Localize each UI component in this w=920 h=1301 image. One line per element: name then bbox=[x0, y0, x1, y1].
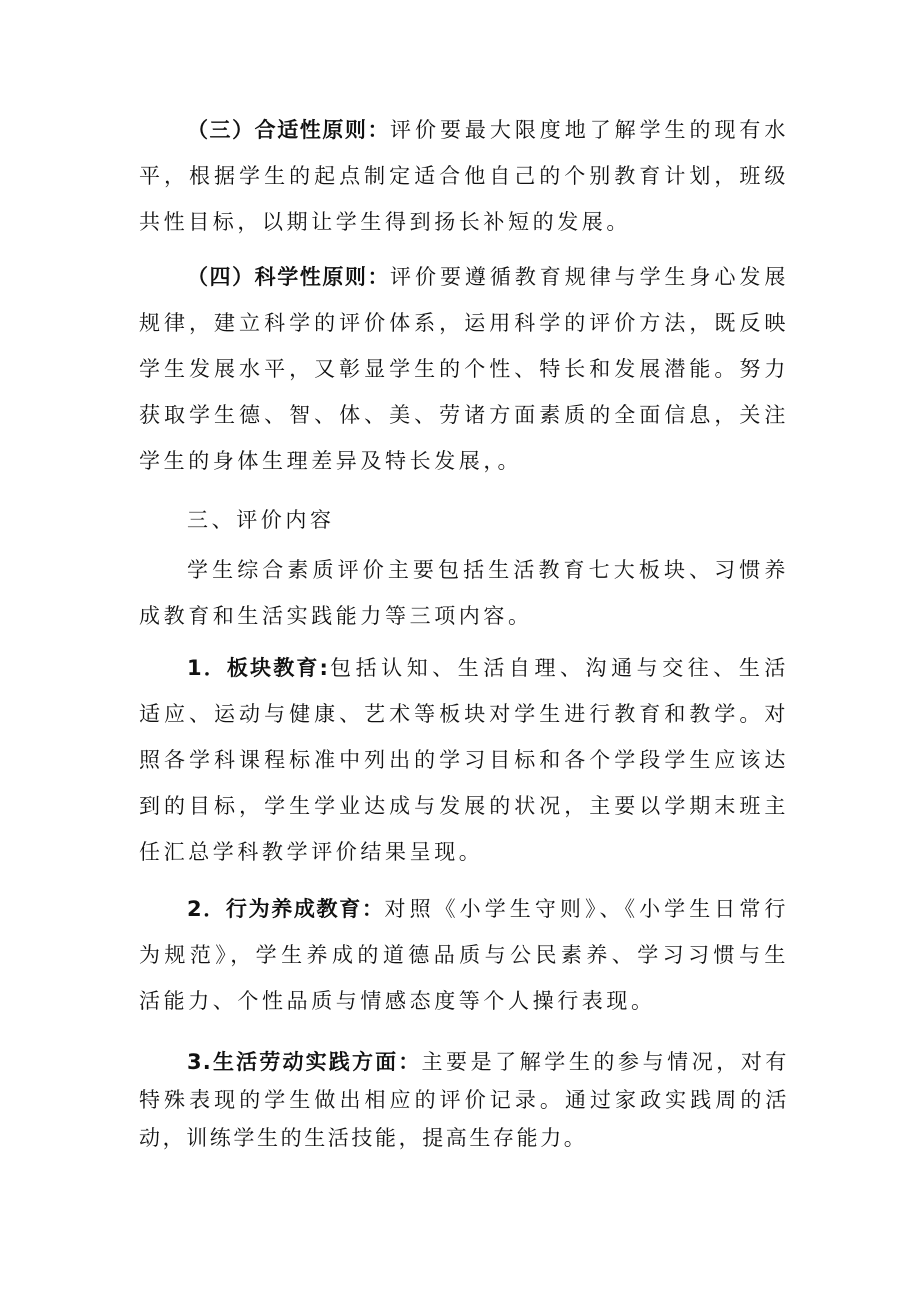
principle-four-text: 评价要遵循教育规律与学生身心发展规律，建立科学的评价体系，运用科学的评价方法，既反映学生发展水平，又彰显学生的个性、特长和发展潜能。努力获取学生德、智、体、美、劳诸方面素质的全面信息，关注学生的身体生理差异及特长发展，。 bbox=[139, 265, 789, 473]
item-one-label: 1．板块教育: bbox=[187, 656, 330, 680]
item-one-text: 包括认知、生活自理、沟通与交往、生活适应、运动与健康、艺术等板块对学生进行教育和教学。对照各学科课程标准中列出的学习目标和各个学段学生应该达到的目标，学生学业达成与发展的状况，主要以学期末班主任汇总学科教学评价结果呈现。 bbox=[139, 656, 789, 864]
item-three-label: 3.生活劳动实践方面： bbox=[187, 1050, 422, 1074]
intro-paragraph: 学生综合素质评价主要包括生活教育七大板块、习惯养成教育和生活实践能力等三项内容。 bbox=[139, 558, 789, 628]
item-one-paragraph bbox=[139, 645, 789, 875]
item-two-paragraph bbox=[139, 886, 789, 1024]
item-three-paragraph bbox=[139, 1043, 789, 1157]
principle-three-label: （三）合适性原则： bbox=[187, 118, 391, 142]
section-heading: 三、评价内容 bbox=[187, 508, 335, 532]
item-two-label: 2．行为养成教育： bbox=[187, 897, 385, 921]
principle-three-text: 评价要最大限度地了解学生的现有水平，根据学生的起点制定适合他自己的个别教育计划，班级共性目标，以期让学生得到扬长补短的发展。 bbox=[139, 118, 789, 234]
item-three-text: 主要是了解学生的参与情况，对有特殊表现的学生做出相应的评价记录。通过家政实践周的活动，训练学生的生活技能，提高生存能力。 bbox=[139, 1050, 790, 1150]
principle-three-paragraph bbox=[139, 107, 789, 245]
item-two-text: 对照《小学生守则》、《小学生日常行为规范》，学生养成的道德品质与公民素养、学习习惯与生活能力、个性品质与情感态度等个人操行表现。 bbox=[139, 897, 789, 1013]
principle-four-paragraph bbox=[139, 254, 789, 484]
principle-four-label: （四）科学性原则： bbox=[187, 265, 391, 289]
